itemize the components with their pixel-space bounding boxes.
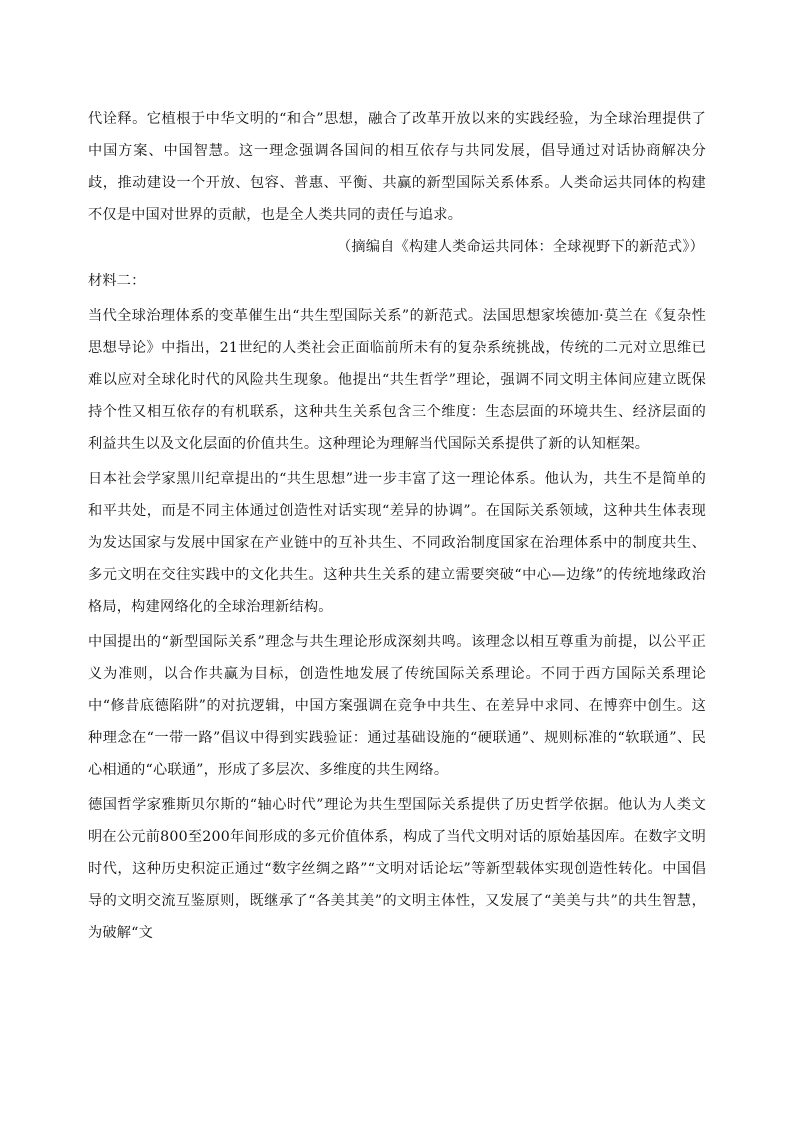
source-citation: （摘编自《构建人类命运共同体：全球视野下的新范式》） [337, 239, 704, 255]
paragraph-5: 德国哲学家雅斯贝尔斯的“轴心时代”理论为共生型国际关系提供了历史哲学依据。他认为人类文明在公元前800至200年间形成的多元价值体系，构成了当代文明对话的原始基因库。在数字文明时代，这种历史积淀正通过“数字丝绸之路”“文明对话论坛”等新型载体实现创造性转化。中国倡导的文明交流互鉴原则，既继承了“各美其美”的文明主体性，又发展了“美美与共”的共生智慧，为破解“文 [88, 797, 706, 941]
paragraph-1: 代诠释。它植根于中华文明的“和合”思想，融合了改革开放以来的实践经验，为全球治理提供了中国方案、中国智慧。这一理念强调各国间的相互依存与共同发展，倡导通过对话协商解决分歧，推动建设一个开放、包容、普惠、平衡、共赢的新型国际关系体系。人类命运共同体的构建不仅是中国对世界的贡献，也是全人类共同的责任与追求。 [88, 111, 706, 223]
material-two-heading: 材料二： [88, 273, 146, 289]
paragraph-3: 日本社会学家黑川纪章提出的“共生思想”进一步丰富了这一理论体系。他认为，共生不是简单的和平共处，而是不同主体通过创造性对话实现“差异的协调”。在国际关系领域，这种共生体表现为发达国家与发展中国家在产业链中的互补共生、不同政治制度国家在治理体系中的制度共生、多元文明在交往实践中的文化共生。这种共生关系的建立需要突破“中心—边缘”的传统地缘政治格局，构建网络化的全球治理新结构。 [88, 471, 706, 615]
paragraph-2: 当代全球治理体系的变革催生出“共生型国际关系”的新范式。法国思想家埃德加·莫兰在《复杂性思想导论》中指出，21世纪的人类社会正面临前所未有的复杂系统挑战，传统的二元对立思维已难以应对全球化时代的风险共生现象。他提出“共生哲学”理论，强调不同文明主体间应建立既保持个性又相互依存的有机联系，这种共生关系包含三个维度：生态层面的环境共生、经济层面的利益共生以及文化层面的价值共生。这种理论为理解当代国际关系提供了新的认知框架。 [88, 308, 706, 452]
document-body [88, 103, 706, 949]
paragraph-4: 中国提出的“新型国际关系”理念与共生理论形成深刻共鸣。该理念以相互尊重为前提，以公平正义为准则，以合作共赢为目标，创造性地发展了传统国际关系理论。不同于西方国际关系理论中“修昔底德陷阱”的对抗逻辑，中国方案强调在竞争中共生、在差异中求同、在博弈中创生。这种理念在“一带一路”倡议中得到实践验证：通过基础设施的“硬联通”、规则标准的“软联通”、民心相通的“心联通”，形成了多层次、多维度的共生网络。 [88, 634, 706, 778]
